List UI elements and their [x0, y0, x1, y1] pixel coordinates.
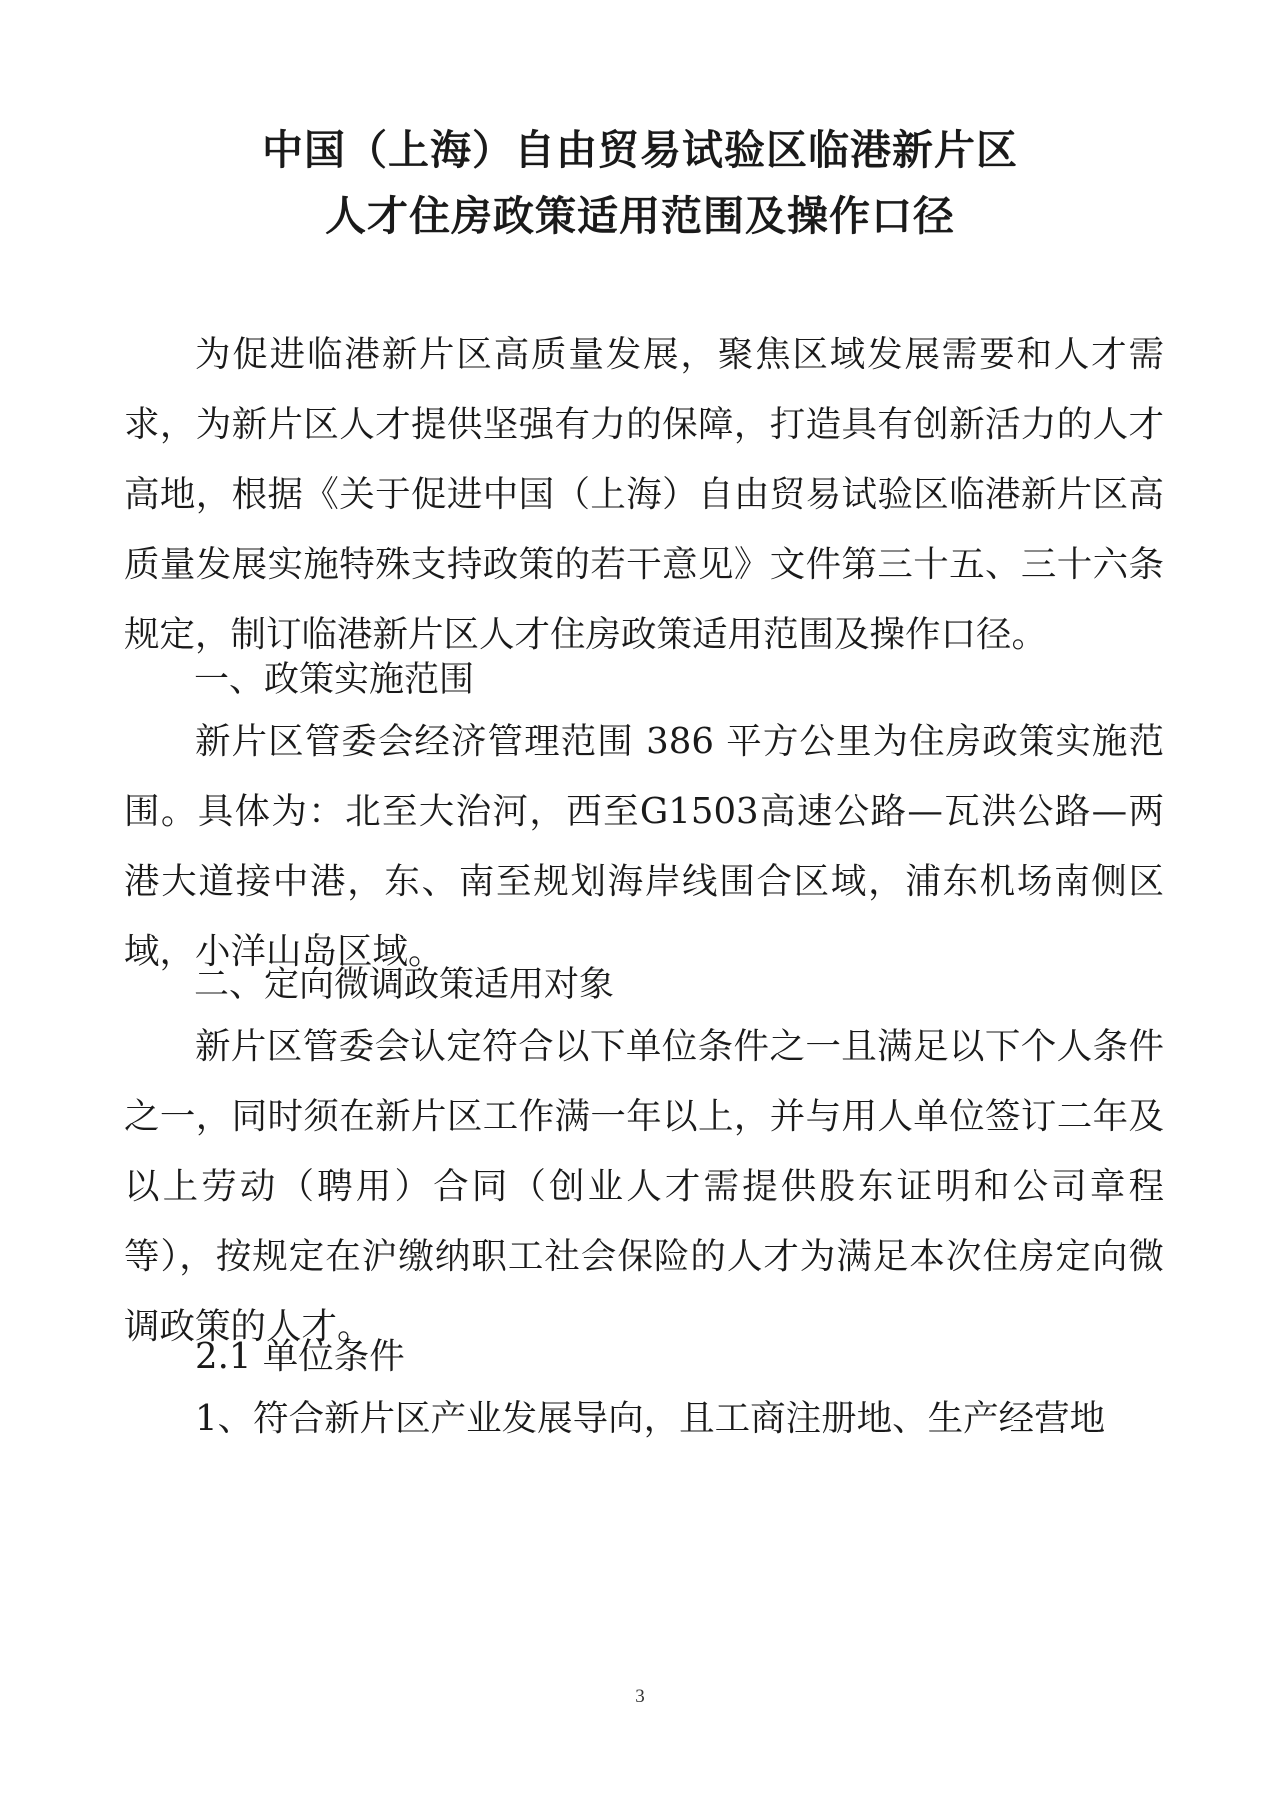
unit-condition-1-text: 1、符合新片区产业发展导向，且工商注册地、生产经营地 — [195, 1398, 1106, 1439]
section-2-paragraph: 新片区管委会认定符合以下单位条件之一且满足以下个人条件之一，同时须在新片区工作满一年以上，并与用人单位签订二年及以上劳动（聘用）合同（创业人才需提供股东证明和公司章程等），按规定在沪缴纳职工社会保险的人才为满足本次住房定向微调政策的人才。 — [124, 1026, 1164, 1347]
intro-paragraph: 为促进临港新片区高质量发展，聚焦区域发展需要和人才需求，为新片区人才提供坚强有力的保障，打造具有创新活力的人才高地，根据《关于促进中国（上海）自由贸易试验区临港新片区高质量发展实施特殊支持政策的若干意见》文件第三十五、三十六条规定，制订临港新片区人才住房政策适用范围及操作口径。 — [124, 334, 1164, 655]
section-2-content — [124, 1012, 1164, 1362]
section-2-header — [124, 950, 1164, 1020]
document-title-line-1: 中国（上海）自由贸易试验区临港新片区 — [262, 126, 1018, 174]
subsection-2-1 — [124, 1322, 1164, 1392]
intro-section — [124, 320, 1164, 670]
section-1-content — [124, 707, 1164, 987]
section-2-heading: 二、定向微调政策适用对象 — [194, 965, 615, 1005]
section-1-heading: 一、政策实施范围 — [194, 660, 475, 700]
unit-condition-1 — [124, 1384, 1164, 1454]
section-1-header — [124, 645, 1164, 715]
document-title-line-2: 人才住房政策适用范围及操作口径 — [325, 192, 955, 240]
page-number: 3 — [635, 1686, 645, 1707]
section-1-paragraph: 新片区管委会经济管理范围 386 平方公里为住房政策实施范围。具体为：北至大治河，西至G1503高速公路—瓦洪公路—两港大道接中港，东、南至规划海岸线围合区域，浦东机场南侧区域，小洋山岛区域。 — [124, 721, 1164, 972]
subsection-2-1-title: 2.1 单位条件 — [195, 1336, 405, 1377]
